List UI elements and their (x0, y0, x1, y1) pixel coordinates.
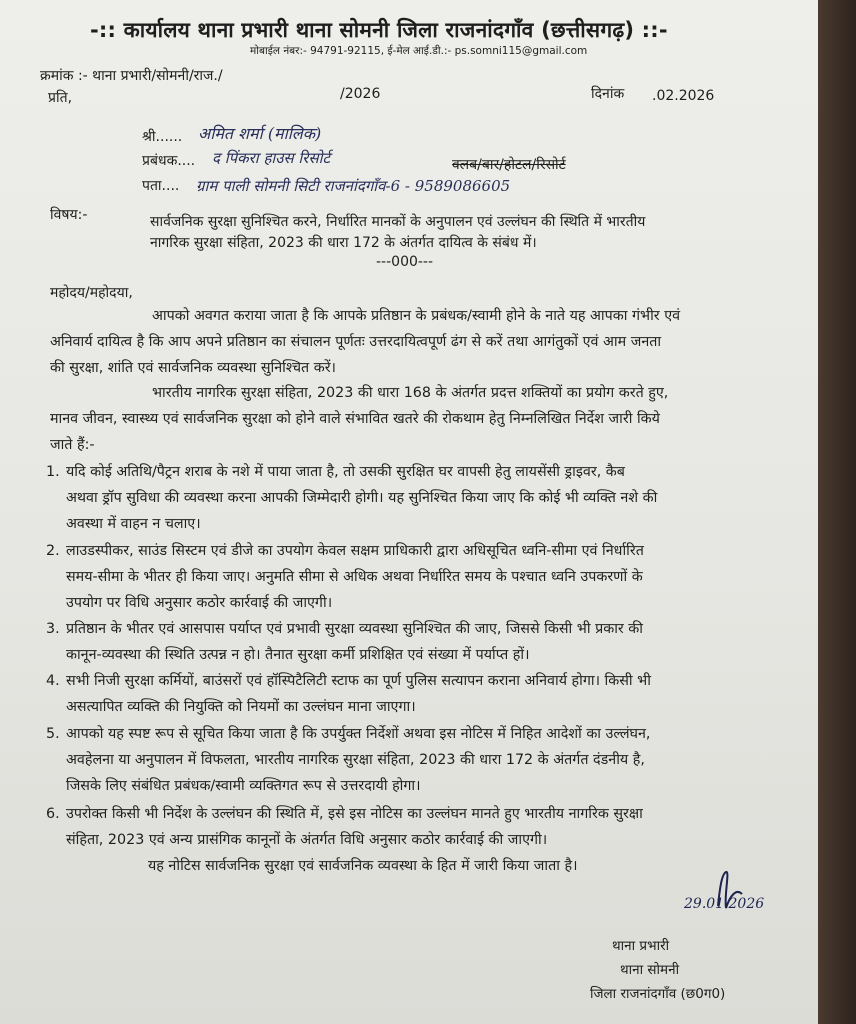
stamp-line-1: थाना प्रभारी (612, 938, 670, 954)
paragraph-2 (50, 380, 770, 458)
directive-line: प्रतिष्ठान के भीतर एवं आसपास पर्याप्त एवं प्रभावी सुरक्षा व्यवस्था सुनिश्चित की जाए, जिससे किसी भी प्रकार की (66, 621, 643, 637)
paragraph-2-line-2: मानव जीवन, स्वास्थ्य एवं सार्वजनिक सुरक्षा को होने वाले संभावित खतरे की रोकथाम हेतु निम्नलिखित निर्देश जारी किये (50, 411, 660, 427)
directive-line: कानून-व्यवस्था की स्थिति उत्पन्न न हो। तैनात सुरक्षा कर्मी प्रशिक्षित एवं संख्या में पर्याप्त हों। (66, 647, 530, 663)
recipient-name-handwritten: अमित शर्मा (मालिक) (198, 124, 322, 143)
background-edge (818, 0, 856, 1024)
establishment-type: क्लब/बार/होटल/रिसोर्ट (452, 157, 566, 173)
directive-line: उपरोक्त किसी भी निर्देश के उल्लंघन की स्थिति में, इसे इस नोटिस का उल्लंघन मानते हुए भारतीय नागरिक सुरक्षा (66, 806, 643, 822)
paragraph-1-line-2: अनिवार्य दायित्व है कि आप अपने प्रतिष्ठान का संचालन पूर्णतः उत्तरदायित्वपूर्ण ढंग से करें तथा आगंतुकों एवं आम जनता (50, 334, 662, 350)
establishment-name-handwritten: द पिंकरा हाउस रिसोर्ट (212, 149, 331, 167)
directive-item-1 (46, 459, 776, 537)
signature-date: 29.01.2026 (684, 896, 765, 912)
closing-statement: यह नोटिस सार्वजनिक सुरक्षा एवं सार्वजनिक व्यवस्था के हित में जारी किया जाता है। (148, 858, 578, 874)
directive-line: आपको यह स्पष्ट रूप से सूचित किया जाता है कि उपर्युक्त निर्देशों अथवा इस नोटिस में निहित आदेशों का उल्लंघन, (66, 726, 651, 742)
paragraph-1-line-1: आपको अवगत कराया जाता है कि आपके प्रतिष्ठान के प्रबंधक/स्वामी होने के नाते यह आपका गंभीर एवं (152, 308, 681, 324)
paragraph-2-line-3: जाते हैं:- (50, 437, 95, 453)
directive-number: 6. (46, 806, 60, 822)
directive-line: लाउडस्पीकर, साउंड सिस्टम एवं डीजे का उपयोग केवल सक्षम प्राधिकारी द्वारा अधिसूचित ध्वनि-सीमा एवं निर्धारित (66, 543, 644, 559)
directive-line: असत्यापित व्यक्ति की नियुक्ति को नियमों का उल्लंघन माना जाएगा। (66, 699, 416, 715)
date-label: दिनांक (591, 86, 625, 102)
stamp-line-2: थाना सोमनी (620, 962, 680, 978)
directive-number: 3. (46, 621, 60, 637)
subject-separator: ---000--- (376, 254, 434, 270)
directive-item-5 (46, 721, 776, 799)
reference-year: /2026 (340, 86, 381, 102)
directive-line: उपयोग पर विधि अनुसार कठोर कार्रवाई की जाएगी। (66, 595, 333, 611)
address-handwritten: ग्राम पाली सोमनी सिटी राजनांदगाँव-6 - 9589086605 (196, 177, 511, 195)
subject-label: विषय:- (50, 207, 88, 223)
subject-line-2: नागरिक सुरक्षा संहिता, 2023 की धारा 172 के अंतर्गत दायित्व के संबंध में। (150, 235, 537, 251)
paragraph-2-line-1: भारतीय नागरिक सुरक्षा संहिता, 2023 की धारा 168 के अंतर्गत प्रदत्त शक्तियों का प्रयोग करते हुए, (152, 385, 669, 401)
directive-number: 1. (46, 464, 60, 480)
directive-item-3 (46, 616, 776, 668)
office-contact-line: मोबाईल नंबर:- 94791-92115, ई-मेल आई.डी.:- ps.somni115@gmail.com (250, 45, 588, 57)
directive-number: 5. (46, 726, 60, 742)
paragraph-1-line-3: की सुरक्षा, शांति एवं सार्वजनिक व्यवस्था सुनिश्चित करें। (50, 360, 336, 376)
directive-line: यदि कोई अतिथि/पैट्रन शराब के नशे में पाया जाता है, तो उसकी सुरक्षित घर वापसी हेतु लायसेंसी ड्राइवर, कैब (66, 464, 625, 480)
salutation: महोदय/महोदया, (50, 285, 133, 301)
directive-line: समय-सीमा के भीतर ही किया जाए। अनुमति सीमा से अधिक अथवा निर्धारित समय के पश्चात ध्वनि उपकरणों के (66, 569, 643, 585)
subject-line-1: सार्वजनिक सुरक्षा सुनिश्चित करने, निर्धारित मानकों के अनुपालन एवं उल्लंघन की स्थिति में भारतीय (150, 214, 646, 230)
manager-label: प्रबंधक.... (142, 153, 196, 169)
reference-number: क्रमांक :- थाना प्रभारी/सोमनी/राज./ (40, 68, 223, 84)
directive-line: संहिता, 2023 एवं अन्य प्रासंगिक कानूनों के अंतर्गत विधि अनुसार कठोर कार्रवाई की जाएगी। (66, 832, 548, 848)
paragraph-1 (50, 303, 770, 381)
directive-number: 4. (46, 673, 60, 689)
directive-item-4 (46, 668, 776, 720)
address-label: पता.... (142, 178, 180, 194)
office-header-title: -:: कार्यालय थाना प्रभारी थाना सोमनी जिला राजनांदगाँव (छत्तीसगढ़) ::- (90, 18, 668, 42)
directive-line: जिसके लिए संबंधित प्रबंधक/स्वामी व्यक्तिगत रूप से उत्तरदायी होगा। (66, 778, 421, 794)
stamp-line-3: जिला राजनांदगाँव (छ0ग0) (590, 986, 726, 1002)
recipient-name-label: श्री...... (142, 129, 183, 145)
directive-line: सभी निजी सुरक्षा कर्मियों, बाउंसरों एवं हॉस्पिटैलिटी स्टाफ का पूर्ण पुलिस सत्यापन कराना अनिवार्य होगा। किसी भी (66, 673, 651, 689)
date-value: .02.2026 (652, 88, 715, 104)
directive-line: अवहेलना या अनुपालन में विफलता, भारतीय नागरिक सुरक्षा संहिता, 2023 की धारा 172 के अंतर्गत दंडनीय है, (66, 752, 645, 768)
directive-number: 2. (46, 543, 60, 559)
prati-label: प्रति, (48, 90, 73, 106)
directive-line: अवस्था में वाहन न चलाए। (66, 516, 201, 532)
directive-item-6 (46, 801, 776, 853)
directive-item-2 (46, 538, 776, 616)
directive-line: अथवा ड्रॉप सुविधा की व्यवस्था करना आपकी जिम्मेदारी होगी। यह सुनिश्चित किया जाए कि कोई भी व्यक्ति नशे की (66, 490, 658, 506)
